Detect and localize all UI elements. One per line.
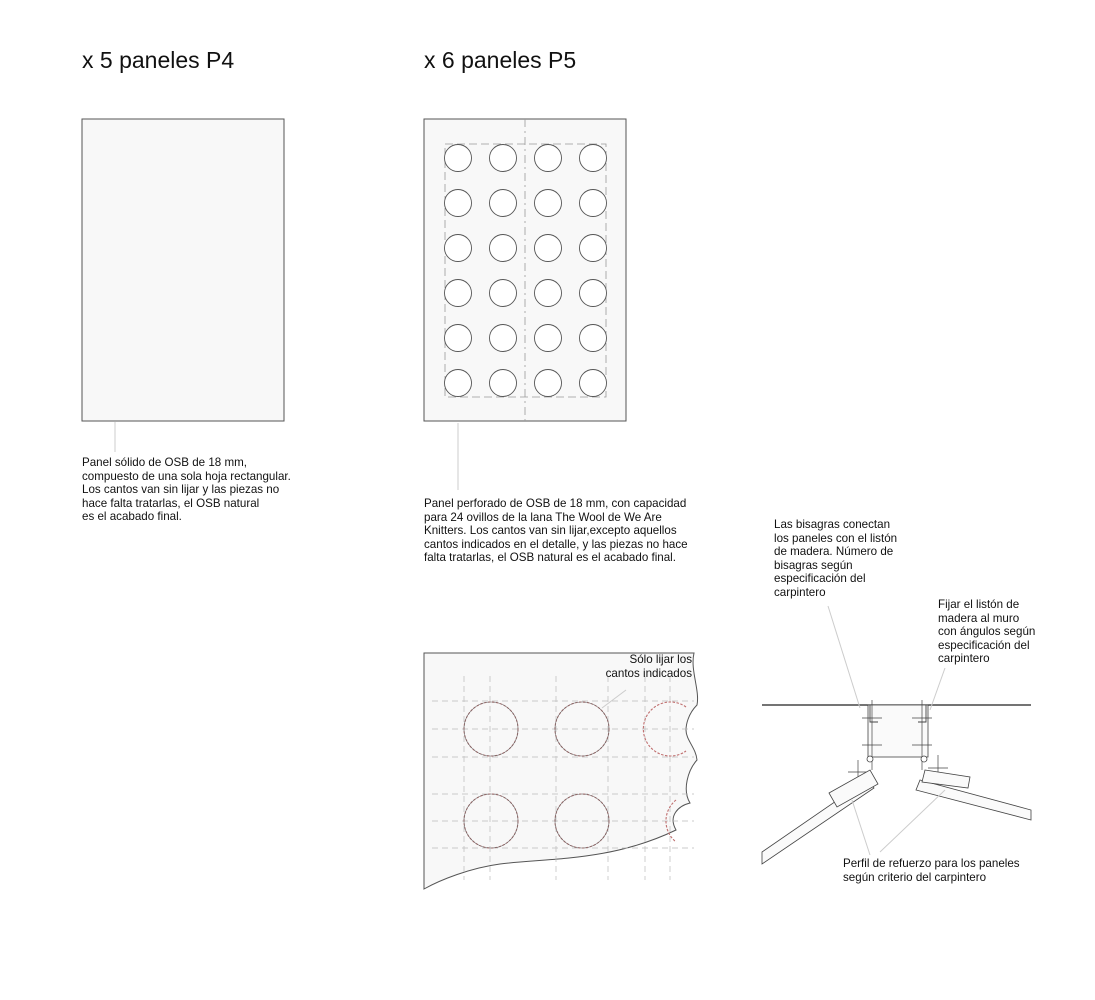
note-line: especificación del	[938, 638, 1030, 652]
description-line: Knitters. Los cantos van sin lijar,excepto aquellos	[424, 524, 677, 538]
wool-hole	[580, 190, 607, 217]
edge-detail-panel-fragment	[424, 653, 698, 889]
right-hinge-pin	[921, 756, 927, 762]
wooden-batten	[868, 705, 928, 757]
hinges-note-leader	[828, 606, 860, 708]
note-line: con ángulos según	[938, 625, 1036, 639]
wool-hole	[580, 145, 607, 172]
description-line: para 24 ovillos de la lana The Wool de We Are	[424, 510, 662, 524]
wool-hole	[535, 370, 562, 397]
note-line: Fijar el listón de	[938, 598, 1020, 611]
wool-hole	[580, 325, 607, 352]
panel-p5-drawing	[424, 119, 626, 421]
profile-note-leader	[852, 800, 870, 855]
description-line: compuesto de una sola hoja rectangular.	[82, 469, 291, 483]
description-line: es el acabado final.	[82, 510, 182, 524]
wool-hole	[445, 190, 472, 217]
batten-note-leader	[930, 668, 945, 710]
description-line: Panel sólido de OSB de 18 mm,	[82, 456, 247, 469]
note-line: especificación del	[774, 572, 866, 586]
description-line: hace falta tratarlas, el OSB natural	[82, 496, 260, 510]
label-line: Sólo lijar los	[629, 653, 692, 666]
wool-hole	[490, 145, 517, 172]
note-line: madera al muro	[938, 611, 1020, 625]
profile-note	[843, 857, 1020, 884]
note-line: según criterio del carpintero	[843, 870, 987, 884]
wool-hole	[490, 325, 517, 352]
panel-p5-title: x 6 paneles P5	[424, 47, 577, 73]
wool-hole	[490, 235, 517, 262]
wool-hole	[445, 325, 472, 352]
description-line: Los cantos van sin lijar y las piezas no	[82, 483, 280, 497]
note-line: Las bisagras conectan	[774, 518, 891, 531]
wool-hole	[535, 145, 562, 172]
left-hinge-pin	[867, 756, 873, 762]
wool-hole	[445, 370, 472, 397]
wool-hole	[490, 190, 517, 217]
wool-hole	[490, 370, 517, 397]
note-line: de madera. Número de	[774, 545, 894, 559]
wool-hole	[445, 235, 472, 262]
description-line: cantos indicados en el detalle, y las piezas no hace	[424, 537, 688, 551]
wool-hole	[535, 235, 562, 262]
hinges-note	[774, 518, 897, 600]
wool-hole	[445, 145, 472, 172]
note-line: Perfil de refuerzo para los paneles	[843, 857, 1020, 870]
wool-hole	[580, 370, 607, 397]
wool-hole	[490, 280, 517, 307]
wool-hole	[535, 325, 562, 352]
wool-hole	[445, 280, 472, 307]
note-line: bisagras según	[774, 558, 853, 572]
panel-p4-title: x 5 paneles P4	[82, 47, 235, 73]
label-line: cantos indicados	[605, 666, 692, 680]
note-line: los paneles con el listón	[774, 531, 898, 545]
wool-hole	[580, 235, 607, 262]
note-line: carpintero	[938, 652, 990, 666]
description-line: falta tratarlas, el OSB natural es el acabado final.	[424, 551, 676, 565]
note-line: carpintero	[774, 585, 826, 599]
edge-detail-label	[595, 653, 692, 680]
wool-hole	[580, 280, 607, 307]
wool-hole	[535, 190, 562, 217]
panel-p4-drawing	[82, 119, 284, 421]
profile-note-leader	[880, 790, 945, 852]
panel-p4-description	[82, 456, 291, 524]
description-line: Panel perforado de OSB de 18 mm, con capacidad	[424, 497, 687, 510]
right-panel-section	[916, 780, 1031, 820]
wool-hole	[535, 280, 562, 307]
batten-note	[938, 598, 1035, 666]
panel-p5-description	[424, 497, 688, 565]
edge-detail-drawing	[424, 653, 698, 889]
